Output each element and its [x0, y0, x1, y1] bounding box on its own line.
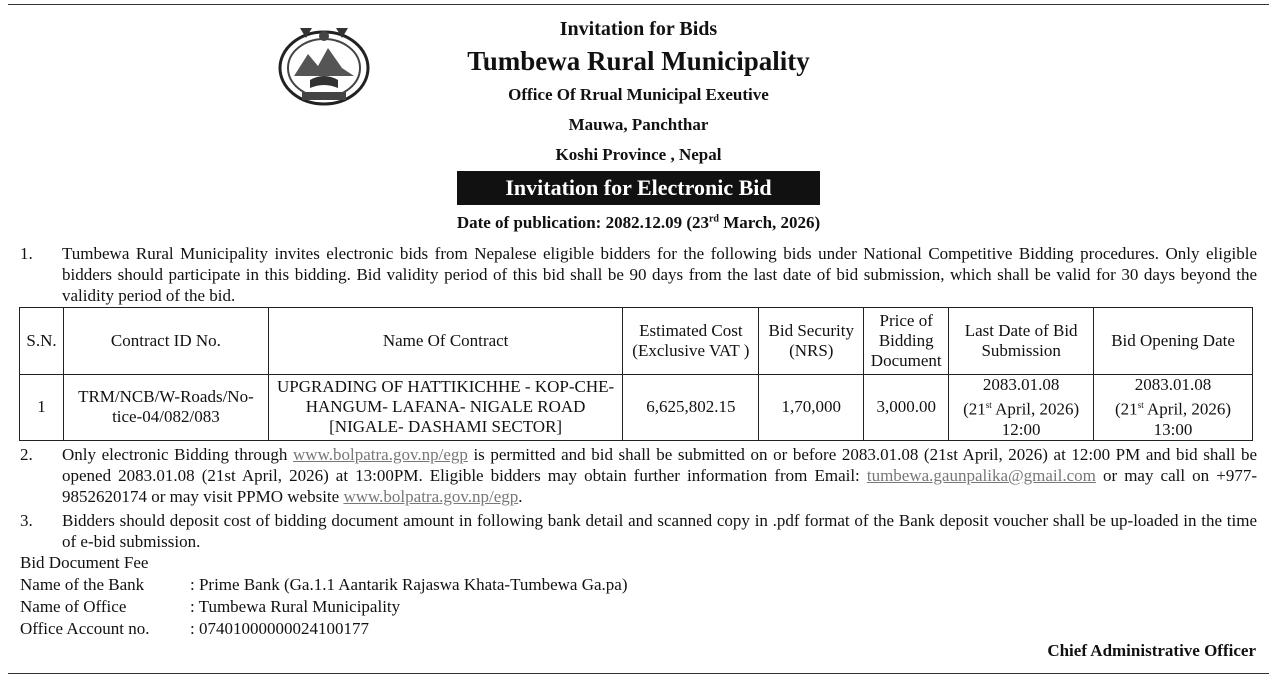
paragraph-number: 2.: [20, 445, 33, 464]
paragraph-text: Bidders should deposit cost of bidding document amount in following bank detail and scanned copy in .pdf format of the Bank deposit voucher shall be up-loaded in the time of e-bid submission.: [62, 511, 1257, 551]
office-value: : Tumbewa Rural Municipality: [190, 597, 401, 616]
office-address: Mauwa, Panchthar: [568, 115, 709, 134]
header-sn: S.N.: [20, 308, 64, 375]
electronic-bid-banner: Invitation for Electronic Bid: [457, 171, 820, 205]
signature-title: Chief Administrative Officer: [1047, 641, 1256, 660]
header-bid-security: Bid Security (NRS): [759, 308, 864, 375]
email-link[interactable]: tumbewa.gaunpalika@gmail.com: [866, 466, 1096, 485]
bid-table: [19, 307, 1253, 441]
province-line: Koshi Province , Nepal: [555, 145, 722, 164]
header-contract-name: Name Of Contract: [268, 308, 623, 375]
cell-contract-name: UPGRADING OF HATTIKICHHE - KOP-CHE- HANGUM- LAFANA- NIGALE ROAD [NIGALE- DASHAMI SECTOR]: [268, 375, 623, 441]
paragraph-2: [20, 444, 1257, 507]
cell-bid-security: 1,70,000: [759, 375, 864, 441]
header-document-price: Price of Bidding Document: [864, 308, 949, 375]
account-label: Office Account no.: [20, 619, 150, 638]
cell-last-date: 2083.01.08 (21st April, 2026) 12:00: [949, 375, 1094, 441]
table-row: [20, 375, 1253, 441]
paragraph-text: Only electronic Bidding through www.bolpatra.gov.np/egp is permitted and bid shall be submitted on or before 2083.01.08 (21st April, 2026) at 12:00 PM and bid shall be opened 2083.01.08 (21st April, 2026) at 13:00PM. Eligible bidders may obtain further information from Email: tumbewa.gaunpalika@gmail.com or may call on +977-9852620174 or may visit PPMO website www.bolpatra.gov.np/egp.: [62, 445, 1258, 506]
table-header-row: [20, 308, 1253, 375]
paragraph-1: [20, 243, 1257, 306]
paragraph-text: Tumbewa Rural Municipality invites electronic bids from Nepalese eligible bidders for the following bids under National Competitive Bidding procedures. Only eligible bidders should participate in this bidding. Bid validity period of this bid shall be 90 days from the last date of bid submission, which shall be valid for 30 days beyond the validity period of the bid.: [62, 244, 1257, 305]
municipality-title: Tumbewa Rural Municipality: [467, 46, 810, 76]
cell-document-price: 3,000.00: [864, 375, 949, 441]
office-label: Name of Office: [20, 597, 127, 616]
paragraph-3: [20, 510, 1257, 552]
paragraph-number: 3.: [20, 511, 33, 530]
bank-title: Bid Document Fee: [20, 553, 149, 572]
cell-estimated-cost: 6,625,802.15: [623, 375, 759, 441]
top-rule: [8, 4, 1269, 5]
office-name: Office Of Rrual Municipal Exeutive: [508, 85, 769, 104]
bottom-rule: [8, 673, 1269, 674]
bank-value: : Prime Bank (Ga.1.1 Aantarik Rajaswa Khata-Tumbewa Ga.pa): [190, 575, 628, 594]
cell-sn: 1: [20, 375, 64, 441]
bank-label: Name of the Bank: [20, 575, 145, 594]
publication-date: Date of publication: 2082.12.09 (23rd March, 2026): [456, 213, 821, 232]
header-contract-id: Contract ID No.: [63, 308, 268, 375]
cell-contract-id: TRM/NCB/W-Roads/No-tice-04/082/083: [63, 375, 268, 441]
header-last-date: Last Date of Bid Submission: [949, 308, 1094, 375]
header-opening-date: Bid Opening Date: [1094, 308, 1253, 375]
paragraph-number: 1.: [20, 244, 33, 263]
egp-link[interactable]: www.bolpatra.gov.np/egp: [293, 445, 468, 464]
invitation-heading: Invitation for Bids: [559, 18, 718, 40]
header-estimated-cost: Estimated Cost (Exclusive VAT ): [623, 308, 759, 375]
account-value: : 07401000000024100177: [190, 619, 369, 638]
ppmo-link[interactable]: www.bolpatra.gov.np/egp: [343, 487, 519, 506]
cell-opening-date: 2083.01.08 (21st April, 2026) 13:00: [1094, 375, 1253, 441]
